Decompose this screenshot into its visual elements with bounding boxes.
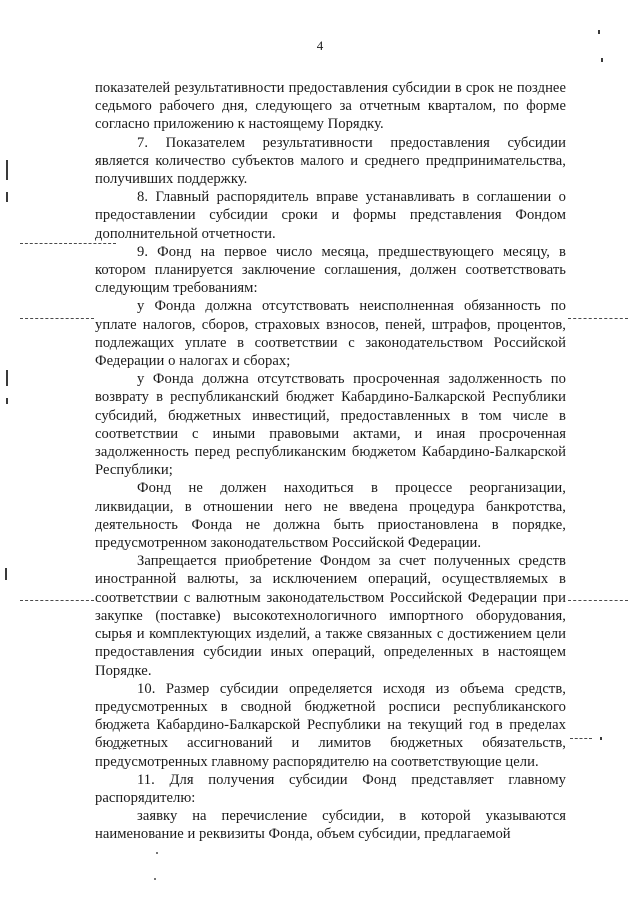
document-body <box>95 79 566 844</box>
page-number: 4 <box>316 38 324 53</box>
scan-artifact <box>20 243 116 244</box>
paragraph-item-9: 9. Фонд на первое число месяца, предшествующего месяцу, в котором планируется заключение соглашения, должен соответствовать следующим требованиям: <box>95 243 566 297</box>
requirement-taxes: у Фонда должна отсутствовать неисполненная обязанность по уплате налогов, сборов, страховых взносов, пеней, штрафов, процентов, подлежащих уплате в соответствии с законодательством Российской Федерации о налогах и сборах; <box>95 298 566 370</box>
scan-artifact <box>570 738 592 739</box>
paragraph-currency-prohibition: Запрещается приобретение Фондом за счет полученных средств иностранной валюты, за исключением операций, осуществляемых в соответствии с валютным законодательством Российской Федерации при закупке (поставке) высокотехнологичного импортного оборудования, сырья и комплектующих изделий, а также связанных с достижением цели предоставления субсидии иных операций, определенных в настоящем Порядке. <box>95 553 566 679</box>
scan-artifact <box>20 318 94 319</box>
paragraph-application: заявку на перечисление субсидии, в которой указываются наименование и реквизиты Фонда, объем субсидии, предлагаемой <box>95 808 566 843</box>
scan-artifact <box>20 600 94 601</box>
scan-artifact <box>600 737 602 740</box>
scan-artifact <box>568 600 628 601</box>
scan-artifact <box>114 748 126 749</box>
scan-artifact <box>156 852 158 854</box>
scan-artifact <box>601 58 603 62</box>
scan-artifact <box>6 192 8 202</box>
scan-artifact <box>6 398 8 404</box>
scan-artifact <box>598 30 600 34</box>
scan-artifact <box>568 318 628 319</box>
scan-artifact <box>6 370 8 386</box>
scan-artifact <box>6 160 8 180</box>
scan-artifact <box>154 878 156 880</box>
paragraph-item-11: 11. Для получения субсидии Фонд представляет главному распорядителю: <box>95 771 566 806</box>
scan-artifact <box>5 568 7 580</box>
paragraph-continuation: показателей результативности предоставления субсидии в срок не позднее седьмого рабочего дня, следующего за отчетным кварталом, по форме согласно приложению к настоящему Порядку. <box>95 80 566 133</box>
paragraph-item-10: 10. Размер субсидии определяется исходя из объема средств, предусмотренных в сводной бюджетной росписи республиканского бюджета Кабардино-Балкарской Республики на текущий год в пределах бюджетных ассигнований и лимитов бюджетных обязательств, предусмотренных главному распорядителю на соответствующие цели. <box>95 680 566 770</box>
paragraph-item-7: 7. Показателем результативности предоставления субсидии является количество субъектов малого и среднего предпринимательства, получивших поддержку. <box>95 134 566 188</box>
paragraph-item-8: 8. Главный распорядитель вправе устанавливать в соглашении о предоставлении субсидии сроки и формы представления Фондом дополнительной отчетности. <box>95 189 566 242</box>
requirement-reorganization: Фонд не должен находиться в процессе реорганизации, ликвидации, в отношении него не введена процедура банкротства, деятельность Фонда не должна быть приостановлена в порядке, предусмотренном законодательством Российской Федерации. <box>95 480 566 552</box>
requirement-debt: у Фонда должна отсутствовать просроченная задолженность по возврату в республиканский бюджет Кабардино-Балкарской Республики субсидий, бюджетных инвестиций, предоставленных в том числе в соответствии с иными правовыми актами, и иная просроченная задолженность перед республиканским бюджетом Кабардино-Балкарской Республики; <box>95 371 566 479</box>
